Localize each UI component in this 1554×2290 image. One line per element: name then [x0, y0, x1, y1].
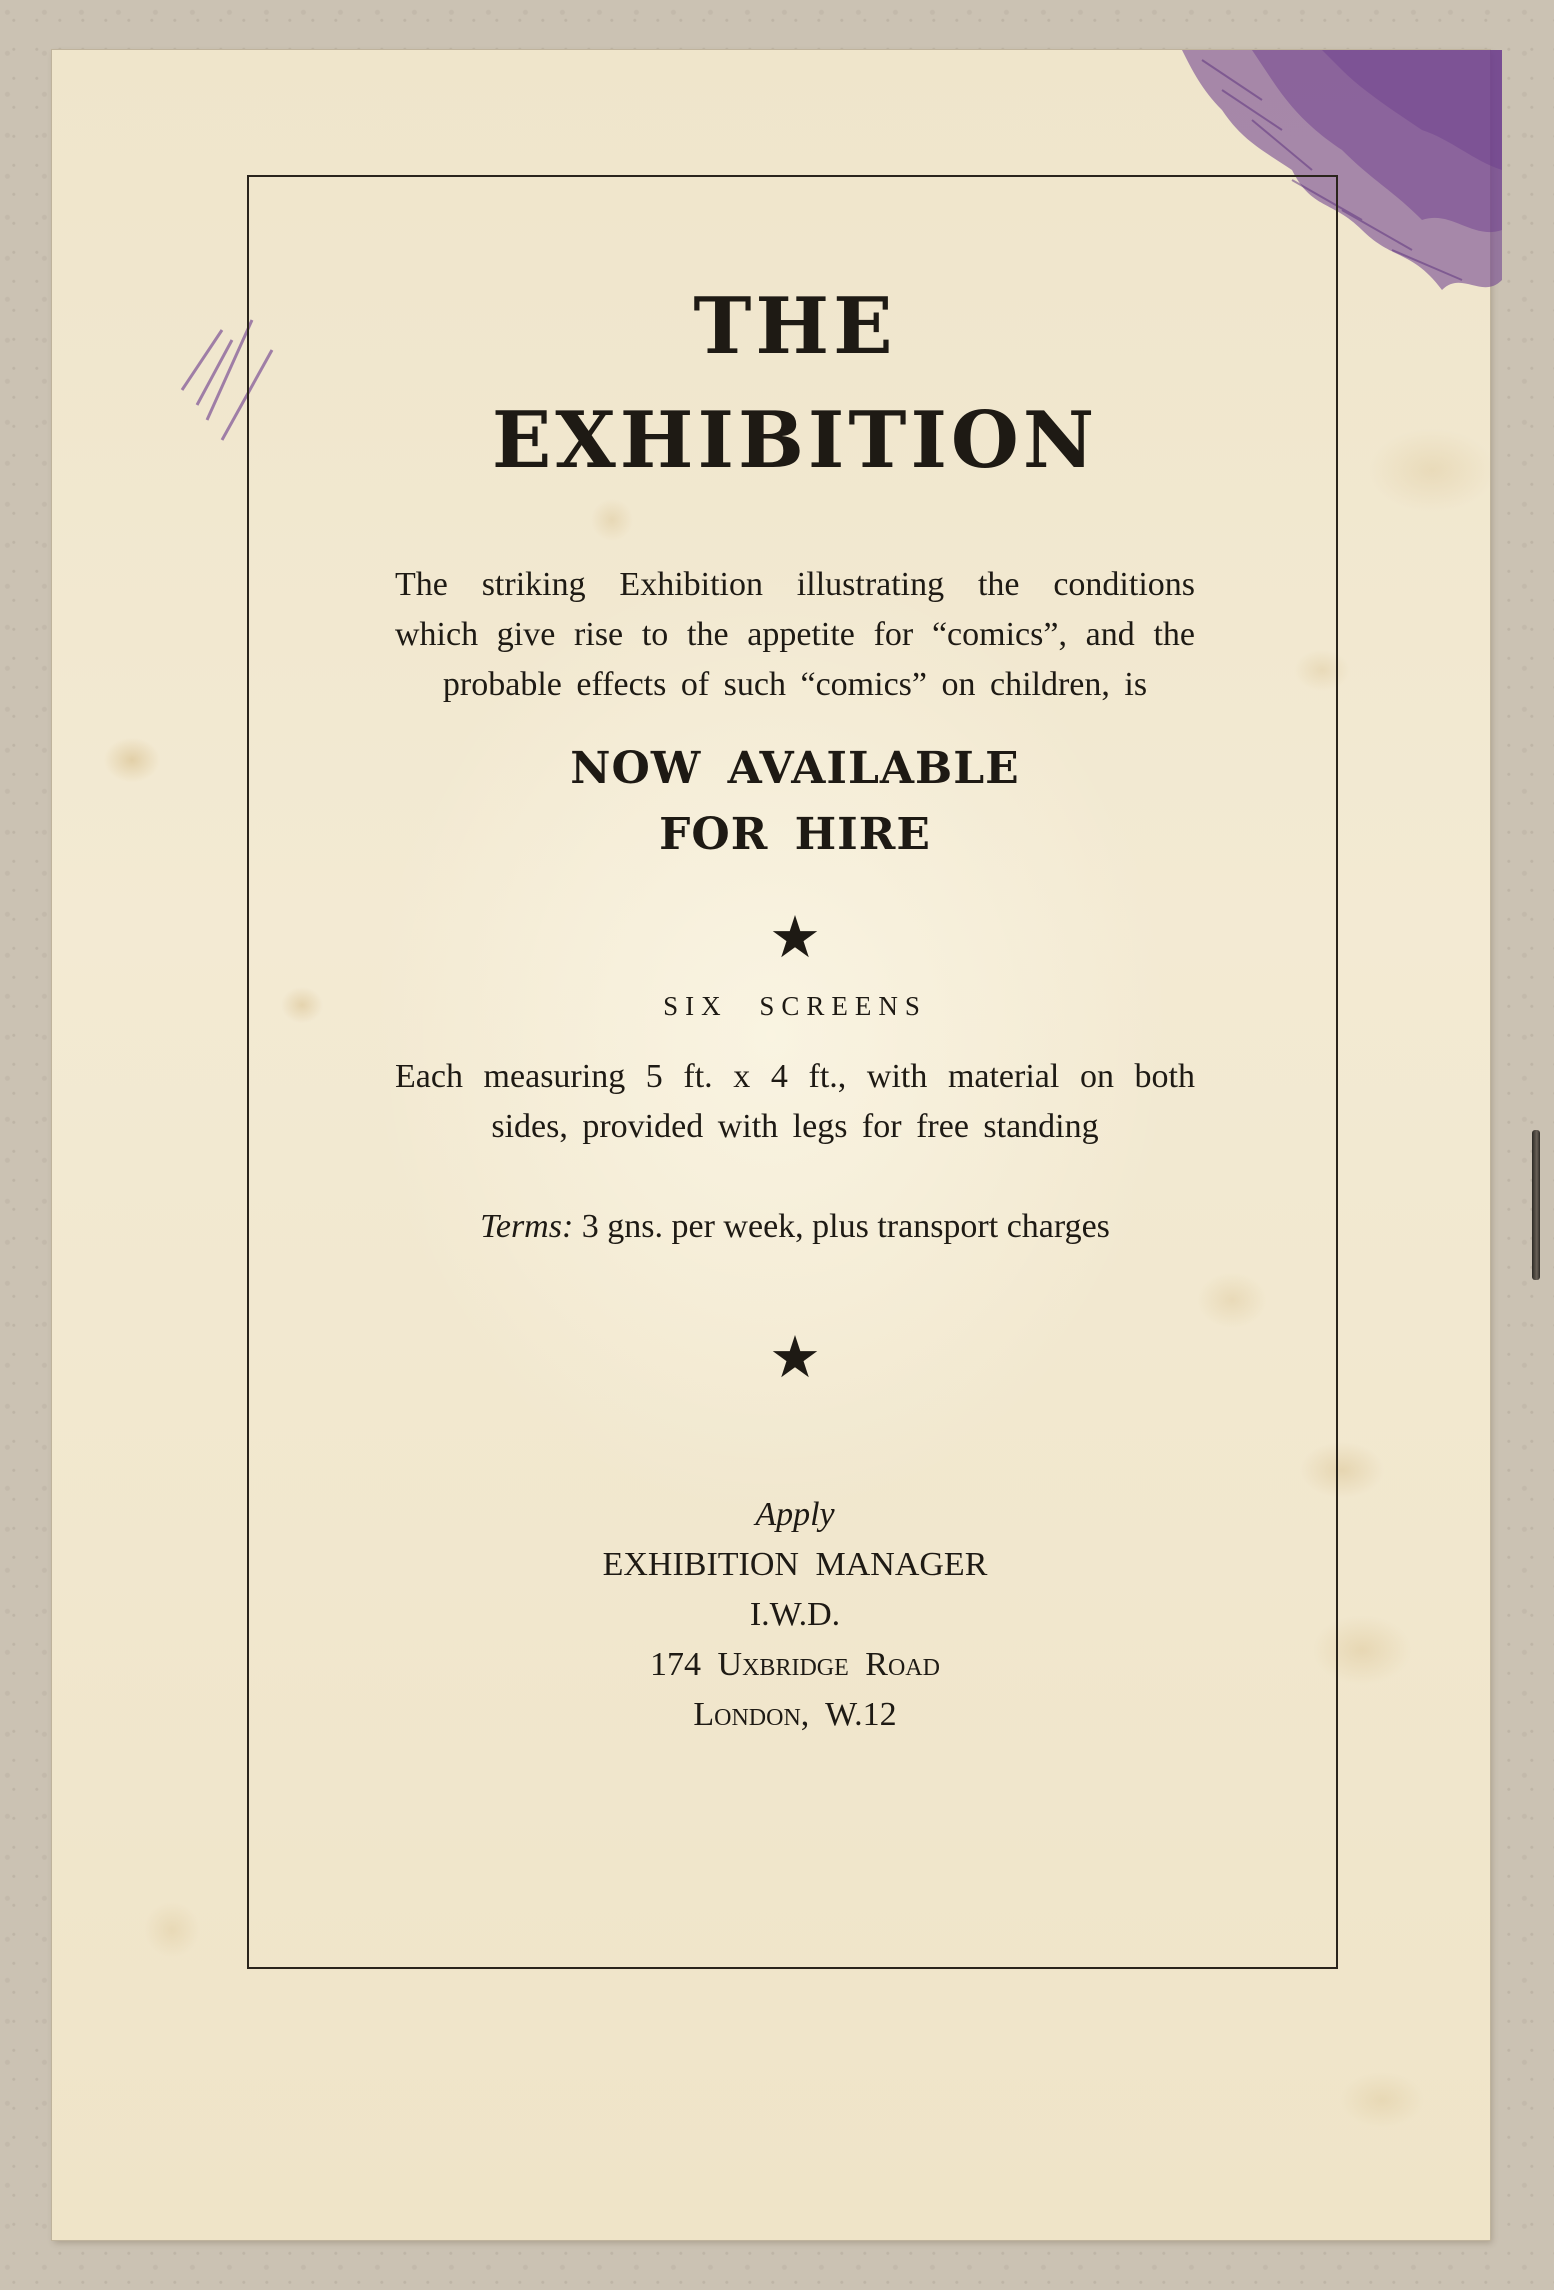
intro-paragraph: The striking Exhibition illustrating the conditions which give rise to the appetite for “comics”, and the probable effects of such “comics” on children, is — [395, 566, 1195, 703]
star-icon: ★ — [769, 903, 821, 971]
terms-label: Terms: — [480, 1208, 574, 1245]
screens-description: Each measuring 5 ft. x 4 ft., with material on both sides, provided with legs for free standing — [395, 1058, 1195, 1145]
terms-line — [395, 1202, 1195, 1252]
staple — [1532, 1130, 1540, 1280]
contact-role: EXHIBITION MANAGER — [602, 1546, 988, 1583]
contact-city: London, W.12 — [693, 1696, 897, 1733]
star-icon: ★ — [769, 1323, 821, 1391]
terms-text: 3 gns. per week, plus transport charges — [581, 1208, 1110, 1245]
contact-street: 174 Uxbridge Road — [650, 1646, 940, 1683]
headline-line-2: FOR HIRE — [659, 809, 931, 860]
apply-label: Apply — [755, 1496, 835, 1533]
page-title — [395, 270, 1195, 498]
contact-organisation: I.W.D. — [749, 1596, 841, 1633]
headline-line-1: NOW AVAILABLE — [570, 743, 1020, 794]
title-line-1: THE — [693, 281, 897, 372]
availability-headline — [395, 736, 1195, 868]
section-heading-screens: SIX SCREENS — [663, 991, 927, 1021]
title-line-2: EXHIBITION — [491, 395, 1099, 486]
leaflet-content — [395, 270, 1195, 1740]
